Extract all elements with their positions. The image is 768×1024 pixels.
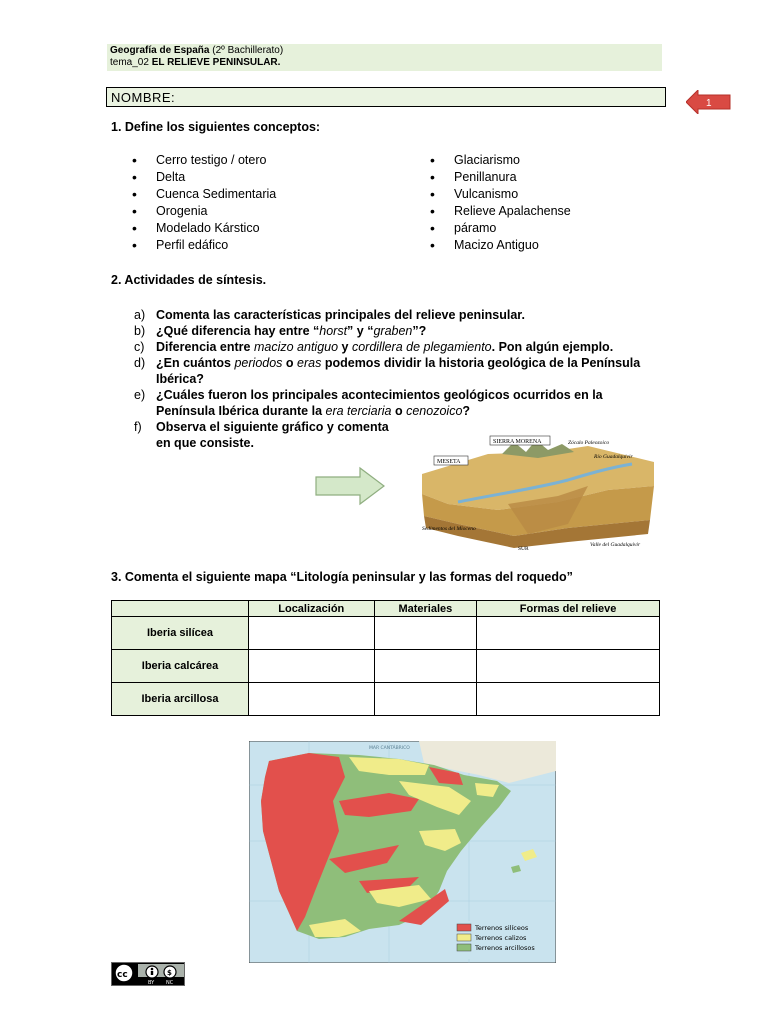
activity-term: eras: [297, 356, 322, 370]
activity-text: Diferencia entre: [156, 340, 254, 354]
activity-letter: f): [134, 420, 142, 434]
activity-text: ¿Cuáles fueron los principales acontecimientos geológicos ocurridos en la Península Ibérica durante la: [156, 388, 603, 418]
activity-letter: b): [134, 324, 146, 338]
activity-text: Comenta las características principales del relieve peninsular.: [156, 308, 525, 322]
activity-letter: c): [134, 340, 145, 354]
row-label: Iberia calcárea: [112, 650, 249, 683]
table-header-location: Localización: [249, 601, 375, 617]
activity-text: ”?: [412, 324, 427, 338]
concepts-right-list: [428, 152, 571, 254]
concept-item: • Delta: [130, 169, 276, 186]
name-label: NOMBRE:: [111, 90, 176, 105]
row-label: Iberia arcillosa: [112, 683, 249, 716]
table-corner: [112, 601, 249, 617]
svg-text:cc: cc: [117, 970, 128, 980]
concept-item: • Perfil edáfico: [130, 237, 276, 254]
table-cell[interactable]: [374, 617, 477, 650]
activity-text: . Pon algún ejemplo.: [491, 340, 614, 354]
activity-text: o: [282, 356, 298, 370]
section-1-title: 1. Define los siguientes conceptos:: [111, 120, 321, 134]
activity-term: graben: [373, 324, 413, 338]
row-label: Iberia silícea: [112, 617, 249, 650]
concept-item: • Orogenia: [130, 203, 276, 220]
document-header: [107, 44, 662, 71]
activity-term: era terciaria: [325, 404, 392, 418]
table-cell[interactable]: [374, 650, 477, 683]
name-field[interactable]: [106, 87, 666, 107]
table-cell[interactable]: [477, 683, 660, 716]
table-cell[interactable]: [249, 617, 375, 650]
svg-text:MESETA: MESETA: [437, 459, 461, 465]
activity-item: [134, 419, 406, 451]
cc-icon: [112, 963, 184, 985]
table-cell[interactable]: [374, 683, 477, 716]
lithology-map: [249, 741, 556, 963]
concept-item: • Vulcanismo: [428, 186, 571, 203]
activity-term: cordillera de plegamiento: [351, 340, 492, 354]
table-row: [112, 617, 660, 650]
table-header-materials: Materiales: [374, 601, 477, 617]
svg-text:Valle del Guadalquivir: Valle del Guadalquivir: [590, 542, 641, 548]
creative-commons-license-badge: [111, 962, 185, 986]
table-header-forms: Formas del relieve: [477, 601, 660, 617]
table-cell[interactable]: [477, 650, 660, 683]
svg-text:Terrenos calizos: Terrenos calizos: [475, 934, 527, 942]
page-number-arrow: [686, 90, 732, 114]
table-row: [112, 683, 660, 716]
activity-text: Observa el siguiente gráfico y comenta en que consiste.: [156, 420, 389, 450]
svg-text:SUR: SUR: [518, 546, 529, 552]
activity-text: ¿En cuántos: [156, 356, 235, 370]
activity-item: [134, 307, 644, 323]
table-cell[interactable]: [249, 683, 375, 716]
activity-term: cenozoico: [406, 404, 463, 418]
svg-text:SIERRA MORENA: SIERRA MORENA: [493, 439, 542, 445]
concept-item: • Macizo Antiguo: [428, 237, 571, 254]
header-topic: tema_02 EL RELIEVE PENINSULAR.: [110, 57, 281, 68]
activity-term: macizo antiguo: [253, 340, 339, 354]
activity-item: [134, 355, 644, 387]
concept-item: • Glaciarismo: [428, 152, 571, 169]
right-arrow-icon: [314, 466, 386, 506]
activity-text: podemos dividir la historia geológica de la Península Ibérica?: [156, 356, 641, 386]
svg-text:MAR CANTÁBRICO: MAR CANTÁBRICO: [369, 746, 410, 751]
section-2-title: 2. Actividades de síntesis.: [111, 273, 267, 287]
activity-item: [134, 323, 644, 339]
svg-text:Sedimentos del Mioceno: Sedimentos del Mioceno: [422, 526, 476, 532]
table-cell[interactable]: [249, 650, 375, 683]
activity-text: ” y “: [347, 324, 374, 338]
svg-text:BY: BY: [148, 980, 155, 985]
svg-text:NC: NC: [166, 980, 174, 985]
header-course: Geografía de España (2º Bachillerato): [110, 45, 284, 56]
table-row: [112, 650, 660, 683]
svg-text:Zócalo Paleozoico: Zócalo Paleozoico: [568, 440, 610, 446]
activity-term: horst: [319, 324, 348, 338]
concept-item: • Modelado Kárstico: [130, 220, 276, 237]
lithology-table: [111, 600, 660, 716]
relief-block-diagram: [418, 424, 660, 552]
svg-text:Terrenos arcillosos: Terrenos arcillosos: [475, 944, 535, 952]
svg-text:Río Guadalquivir: Río Guadalquivir: [594, 454, 633, 460]
activity-text: y: [338, 340, 352, 354]
activity-item: [134, 339, 644, 355]
svg-text:Terrenos silíceos: Terrenos silíceos: [475, 924, 529, 932]
activity-text: ¿Qué diferencia hay entre “: [156, 324, 320, 338]
activity-item: [134, 387, 644, 419]
concept-item: • Penillanura: [428, 169, 571, 186]
concept-item: • Cerro testigo / otero: [130, 152, 276, 169]
activity-letter: d): [134, 356, 146, 370]
activity-text: o: [391, 404, 407, 418]
concept-item: • páramo: [428, 220, 571, 237]
svg-text:$: $: [167, 969, 172, 977]
table-cell[interactable]: [477, 617, 660, 650]
concept-item: • Cuenca Sedimentaria: [130, 186, 276, 203]
activity-term: periodos: [234, 356, 283, 370]
activity-letter: e): [134, 388, 146, 402]
activity-letter: a): [134, 308, 146, 322]
activity-text: ?: [462, 404, 471, 418]
concept-item: • Relieve Apalachense: [428, 203, 571, 220]
concepts-left-list: [130, 152, 276, 254]
section-3-title: 3. Comenta el siguiente mapa “Litología peninsular y las formas del roquedo”: [111, 570, 573, 584]
page-number: 1: [706, 98, 712, 109]
